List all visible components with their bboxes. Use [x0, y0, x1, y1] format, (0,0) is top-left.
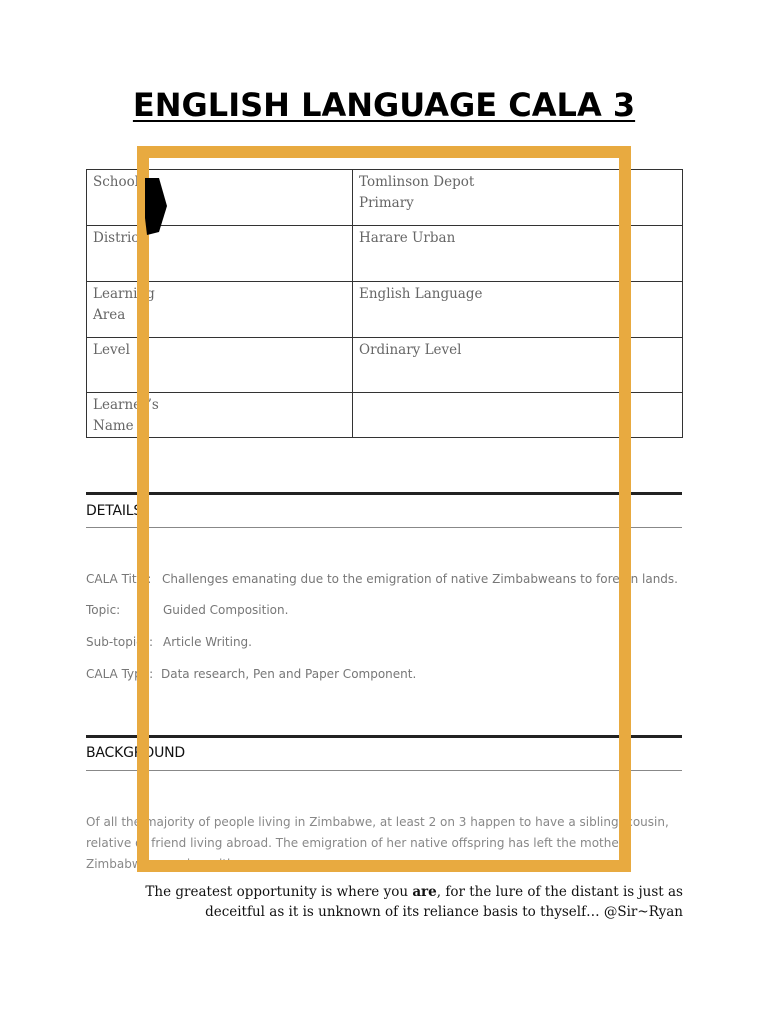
table-cell-label: Learner’s Name	[87, 393, 353, 438]
table-row	[87, 338, 683, 393]
table-cell-value: Tomlinson Depot Primary	[353, 170, 683, 226]
table-cell-label: Level	[87, 338, 353, 393]
background-paragraph: Of all the majority of people living in Zimbabwe, at least 2 on 3 happen to have a sibling, cousin, relative or friend living abroad. The emigration of her native offspring has left the mother Zimbabwe moaning with	[86, 815, 669, 871]
details-heading: DETAILS	[86, 503, 143, 519]
section-divider	[86, 527, 682, 528]
arrow-marker-icon	[143, 178, 167, 235]
quote-footer: The greatest opportunity is where you are, for the lure of the distant is just as deceitful as it is unknown of its reliance basis to thyself… @Sir~Ryan	[145, 884, 683, 920]
detail-row-sub-topics: Sub-topics: Article Writing.	[86, 635, 252, 649]
background-heading: BACKGROUND	[86, 745, 185, 761]
table-cell-value	[353, 393, 683, 438]
table-cell-label: Learning Area	[87, 282, 353, 338]
section-divider	[86, 770, 682, 771]
table-cell-value: Ordinary Level	[353, 338, 683, 393]
detail-row-cala-type: CALA Type: Data research, Pen and Paper Component.	[86, 667, 417, 681]
table-cell-label: District	[87, 226, 353, 282]
table-row	[87, 282, 683, 338]
detail-row-cala-title: CALA Title: Challenges emanating due to the emigration of native Zimbabweans to foreign lands.	[86, 572, 678, 586]
info-table	[86, 169, 683, 438]
detail-row-topic: Topic: Guided Composition.	[86, 603, 289, 617]
table-cell-value: Harare Urban	[353, 226, 683, 282]
table-cell-label: School	[87, 170, 353, 226]
table-row	[87, 393, 683, 438]
table-cell-value: English Language	[353, 282, 683, 338]
section-divider	[86, 735, 682, 738]
document-title: ENGLISH LANGUAGE CALA 3	[132, 86, 636, 124]
table-row	[87, 170, 683, 226]
section-divider	[86, 492, 682, 495]
table-row	[87, 226, 683, 282]
